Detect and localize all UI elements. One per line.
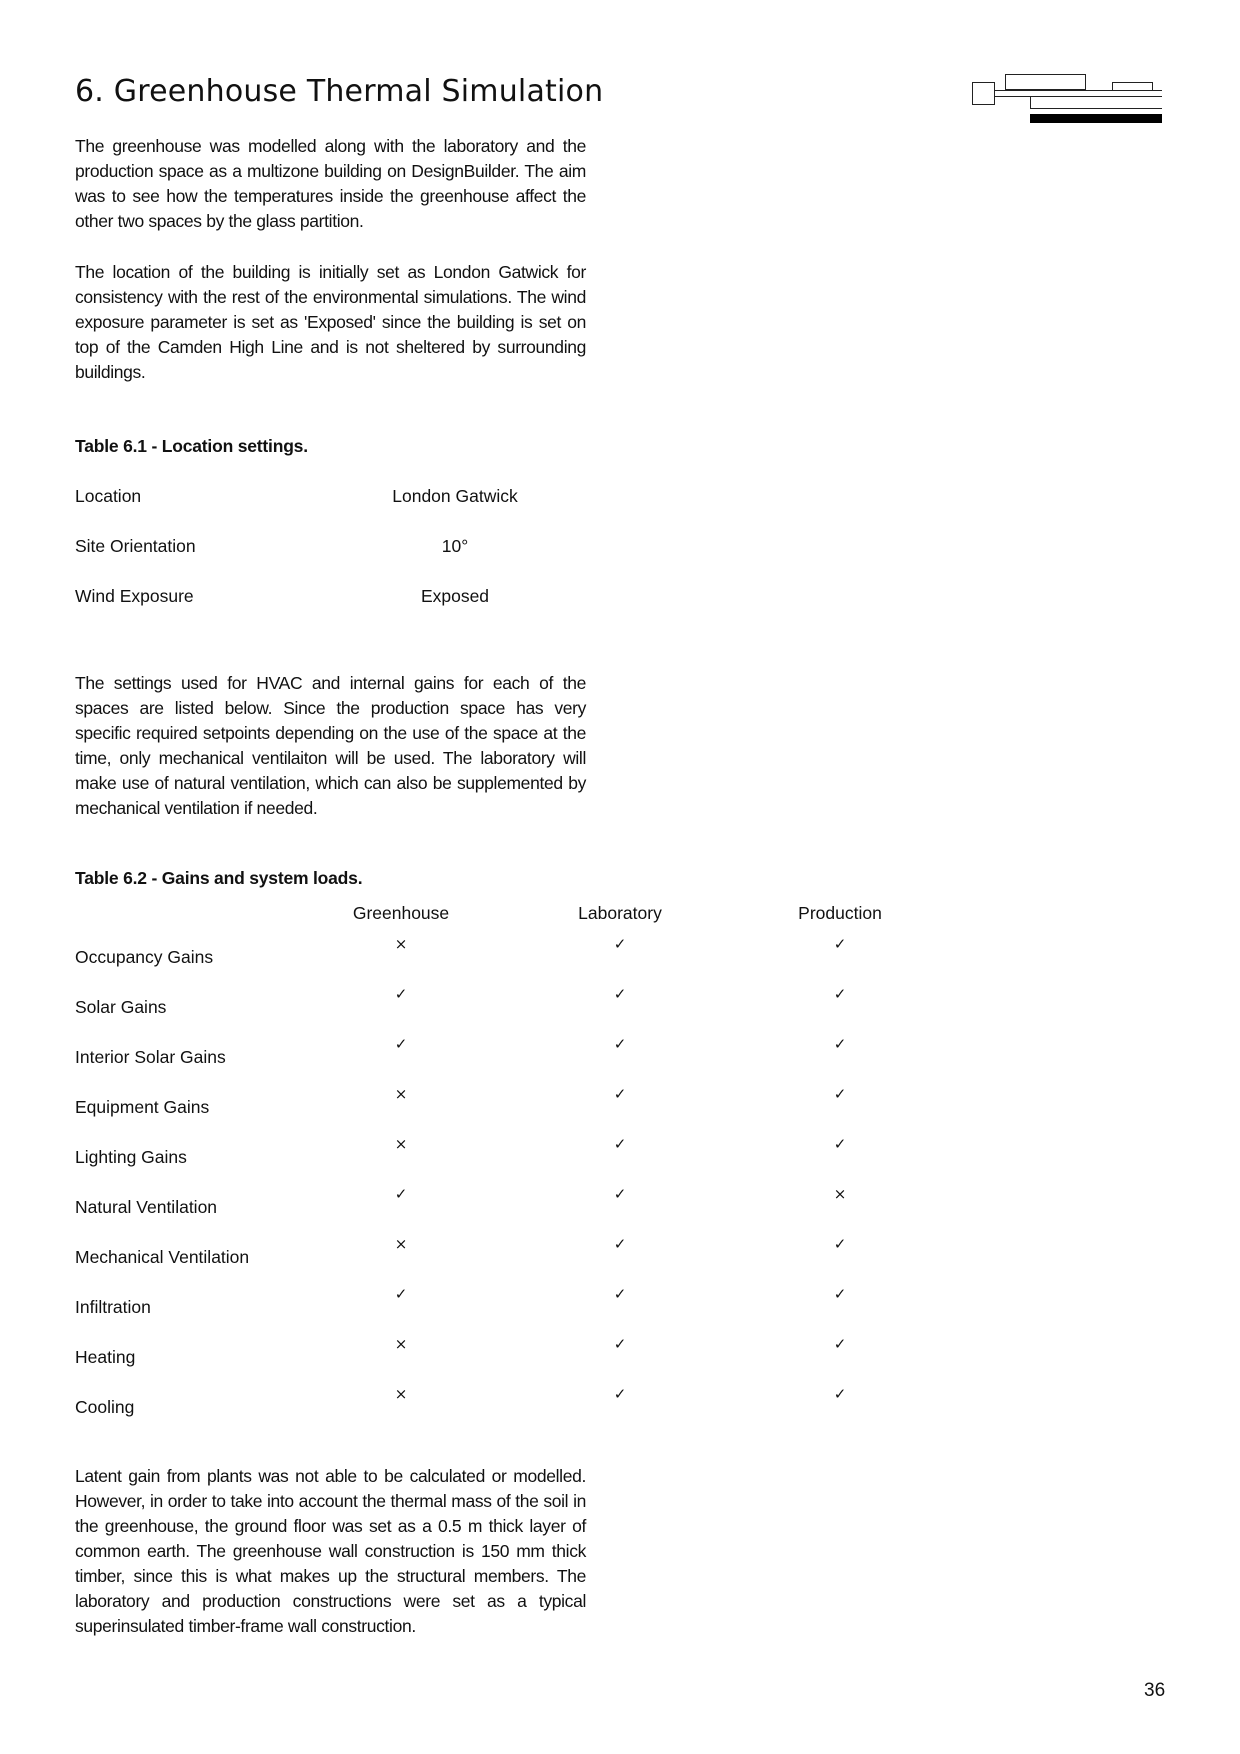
page-title: 6. Greenhouse Thermal Simulation	[75, 74, 604, 109]
check-mark-icon: ✓	[833, 1235, 847, 1253]
cross-mark-icon: ×	[394, 935, 408, 953]
column-header-greenhouse: Greenhouse	[352, 903, 450, 923]
check-mark-icon: ✓	[833, 1385, 847, 1403]
table-6-2-caption: Table 6.2 - Gains and system loads.	[75, 868, 363, 888]
site-orientation-label: Site Orientation	[75, 536, 196, 556]
table-6-1-caption: Table 6.1 - Location settings.	[75, 436, 308, 456]
row-label: Natural Ventilation	[75, 1197, 218, 1217]
check-mark-icon: ✓	[613, 1185, 627, 1203]
table-row	[0, 1235, 1240, 1275]
location-value: London Gatwick	[392, 486, 518, 506]
row-label: Interior Solar Gains	[75, 1047, 226, 1067]
row-label: Infiltration	[75, 1297, 151, 1317]
check-mark-icon: ✓	[394, 1035, 408, 1053]
row-label: Solar Gains	[75, 997, 167, 1017]
table-row	[0, 1185, 1240, 1225]
row-label: Heating	[75, 1347, 136, 1367]
cross-mark-icon: ×	[394, 1135, 408, 1153]
cross-mark-icon: ×	[394, 1085, 408, 1103]
cross-mark-icon: ×	[394, 1235, 408, 1253]
table-row	[0, 1385, 1240, 1425]
check-mark-icon: ✓	[833, 1285, 847, 1303]
check-mark-icon: ✓	[613, 1135, 627, 1153]
page-number: 36	[1144, 1680, 1166, 1701]
cross-mark-icon: ×	[394, 1335, 408, 1353]
check-mark-icon: ✓	[613, 1385, 627, 1403]
row-label: Equipment Gains	[75, 1097, 210, 1117]
intro-paragraph: The greenhouse was modelled along with the laboratory and the production space as a multizone building on DesignBuilder. The aim was to see how the temperatures inside the greenhouse affect the other two spaces by the glass partition.	[75, 136, 586, 231]
check-mark-icon: ✓	[833, 1335, 847, 1353]
table-row	[0, 1335, 1240, 1375]
check-mark-icon: ✓	[613, 935, 627, 953]
row-label: Mechanical Ventilation	[75, 1247, 250, 1267]
column-header-laboratory: Laboratory	[578, 903, 662, 923]
building-section-logo-icon	[972, 74, 1162, 126]
table-row	[75, 586, 595, 612]
table-row	[0, 1135, 1240, 1175]
check-mark-icon: ✓	[613, 1285, 627, 1303]
site-orientation-value: 10°	[441, 536, 469, 556]
check-mark-icon: ✓	[833, 935, 847, 953]
table-row	[0, 1085, 1240, 1125]
cross-mark-icon: ×	[394, 1385, 408, 1403]
table-row	[0, 1035, 1240, 1075]
table-row	[75, 536, 595, 562]
check-mark-icon: ✓	[394, 1285, 408, 1303]
table-row	[75, 486, 595, 512]
hvac-paragraph: The settings used for HVAC and internal gains for each of the spaces are listed below. Since the production space has very specific required setpoints depending on the use of the space at the time, only mechanical ventilaiton will be used. The laboratory will make use of natural ventilation, which can also be supplemented by mechanical ventilation if needed.	[75, 673, 586, 818]
wind-exposure-value: Exposed	[420, 586, 490, 606]
row-label: Occupancy Gains	[75, 947, 214, 967]
check-mark-icon: ✓	[833, 1035, 847, 1053]
check-mark-icon: ✓	[613, 1335, 627, 1353]
check-mark-icon: ✓	[394, 1185, 408, 1203]
table-row	[0, 1285, 1240, 1325]
table-row	[0, 985, 1240, 1025]
location-label: Location	[75, 486, 142, 506]
location-paragraph: The location of the building is initially set as London Gatwick for consistency with the rest of the environmental simulations. The wind exposure parameter is set as 'Exposed' since the building is set on top of the Camden High Line and is not sheltered by surrounding buildings.	[75, 262, 586, 382]
check-mark-icon: ✓	[833, 985, 847, 1003]
table-row	[0, 935, 1240, 975]
row-label: Cooling	[75, 1397, 135, 1417]
check-mark-icon: ✓	[613, 1035, 627, 1053]
check-mark-icon: ✓	[394, 985, 408, 1003]
check-mark-icon: ✓	[613, 985, 627, 1003]
construction-paragraph: Latent gain from plants was not able to be calculated or modelled. However, in order to take into account the thermal mass of the soil in the greenhouse, the ground floor was set as a 0.5 m thick layer of common earth. The greenhouse wall construction is 150 mm thick timber, since this is what makes up the structural members. The laboratory and production constructions were set as a typical superinsulated timber-frame wall construction.	[75, 1466, 586, 1636]
check-mark-icon: ✓	[833, 1135, 847, 1153]
row-label: Lighting Gains	[75, 1147, 187, 1167]
check-mark-icon: ✓	[613, 1235, 627, 1253]
check-mark-icon: ✓	[613, 1085, 627, 1103]
wind-exposure-label: Wind Exposure	[75, 586, 194, 606]
column-header-production: Production	[798, 903, 882, 923]
check-mark-icon: ✓	[833, 1085, 847, 1103]
cross-mark-icon: ×	[833, 1185, 847, 1203]
